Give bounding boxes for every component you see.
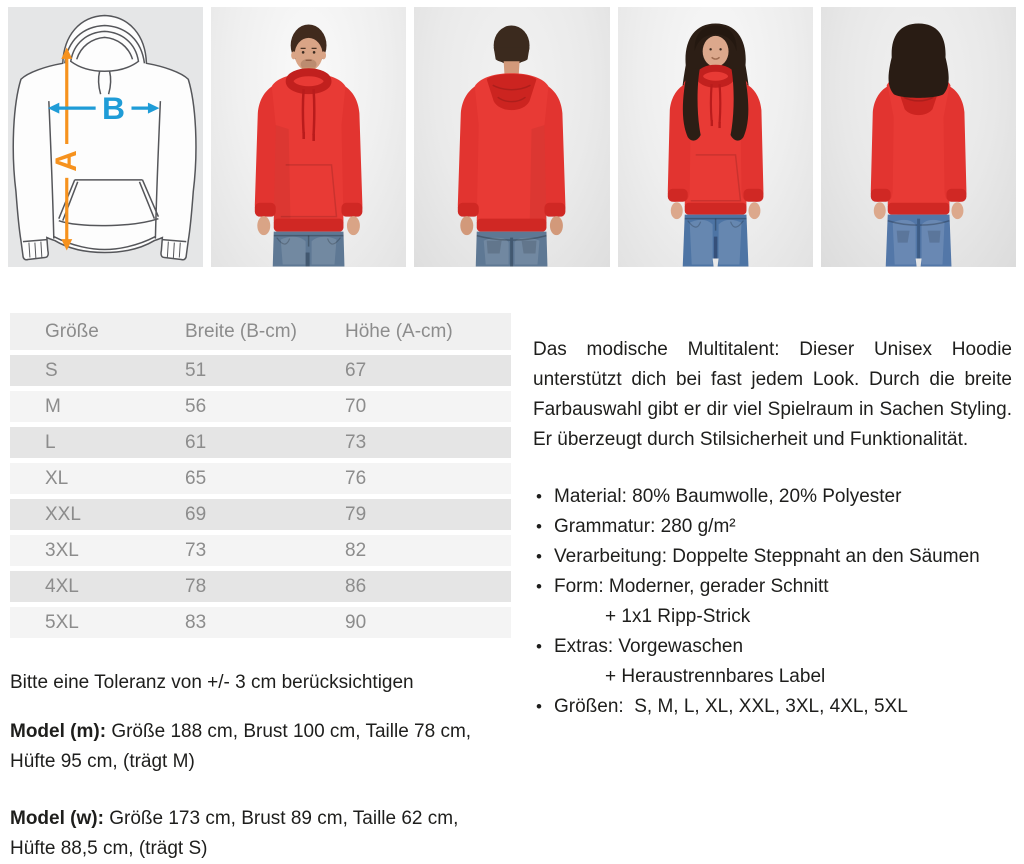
cell-breite: 83: [185, 611, 207, 633]
width-label-b: B: [102, 90, 126, 127]
cell-size: S: [45, 359, 58, 381]
column-header-groesse: Größe: [45, 320, 99, 342]
cell-breite: 56: [185, 395, 207, 417]
column-header-breite: Breite (B-cm): [185, 320, 297, 342]
feature-form-sub: + 1x1 Ripp-Strick: [605, 606, 751, 627]
size-table: [10, 313, 511, 638]
male-model-back-figure: [414, 7, 609, 267]
table-row-l: [10, 427, 511, 458]
cell-hoehe: 82: [345, 539, 367, 561]
model-m-text: Größe 188 cm, Brust 100 cm, Taille 78 cm, Hüfte 95 cm, (trägt M): [10, 721, 472, 772]
size-diagram: [8, 7, 203, 267]
cell-breite: 61: [185, 431, 207, 453]
photo-row: [8, 7, 1016, 267]
model-w-text: Größe 173 cm, Brust 89 cm, Taille 62 cm, Hüfte 88,5 cm, (trägt S): [10, 808, 459, 859]
feature-list: [533, 482, 1012, 722]
cell-size: 3XL: [45, 539, 79, 561]
table-row-s: [10, 355, 511, 386]
product-description: [533, 316, 1012, 722]
cell-hoehe: 90: [345, 611, 367, 633]
model-m-note: [10, 717, 504, 777]
feature-material: • Material: 80% Baumwolle, 20% Polyester: [533, 482, 1012, 512]
photo-female-model-front: [618, 7, 813, 267]
female-model-back-figure: [821, 7, 1016, 267]
cell-breite: 51: [185, 359, 207, 381]
tolerance-note: Bitte eine Toleranz von +/- 3 cm berücksichtigen: [10, 672, 414, 693]
table-row-5xl: [10, 607, 511, 638]
model-w-label: Model (w):: [10, 808, 104, 829]
photo-female-model-back: [821, 7, 1016, 267]
notes-section: [10, 668, 504, 864]
male-model-front-figure: [211, 7, 406, 267]
cell-breite: 69: [185, 503, 207, 525]
size-table-header: [10, 313, 511, 350]
cell-hoehe: 73: [345, 431, 367, 453]
table-row-xxl: [10, 499, 511, 530]
photo-male-model-front: [211, 7, 406, 267]
height-label-a: A: [50, 150, 84, 172]
cell-size: 5XL: [45, 611, 79, 633]
feature-grammatur: • Grammatur: 280 g/m²: [533, 512, 1012, 542]
cell-size: XL: [45, 467, 69, 489]
feature-extras-sub: + Heraustrennbares Label: [605, 666, 826, 687]
table-row-m: [10, 391, 511, 422]
table-row-3xl: [10, 535, 511, 566]
cell-hoehe: 76: [345, 467, 367, 489]
model-m-label: Model (m):: [10, 721, 107, 742]
feature-verarbeitung: • Verarbeitung: Doppelte Steppnaht an den Säumen: [533, 542, 1012, 572]
cell-breite: 65: [185, 467, 207, 489]
cell-size: XXL: [45, 503, 81, 525]
feature-form: • Form: Moderner, gerader Schnitt: [533, 572, 1012, 602]
size-diagram-svg: [8, 7, 203, 267]
cell-hoehe: 70: [345, 395, 367, 417]
cell-breite: 78: [185, 575, 207, 597]
column-header-hoehe: Höhe (A-cm): [345, 320, 453, 342]
table-row-xl: [10, 463, 511, 494]
description-intro: Das modische Multitalent: Dieser Unisex Hoodie unterstützt dich bei fast jedem Look. Durch die breite Farbauswahl gibt er dir viel Spielraum in Sachen Styling. Er überzeugt durch Stilsicherheit und Funktionalität.: [533, 339, 1012, 450]
cell-size: M: [45, 395, 61, 417]
cell-size: L: [45, 431, 56, 453]
hoodie-outline-drawing: [13, 15, 196, 259]
feature-groessen: • Größen: S, M, L, XL, XXL, 3XL, 4XL, 5XL: [533, 692, 1012, 722]
model-w-note: [10, 804, 504, 864]
cell-size: 4XL: [45, 575, 79, 597]
cell-breite: 73: [185, 539, 207, 561]
photo-male-model-back: [414, 7, 609, 267]
cell-hoehe: 86: [345, 575, 367, 597]
cell-hoehe: 79: [345, 503, 367, 525]
feature-extras: • Extras: Vorgewaschen: [533, 632, 1012, 662]
female-model-front-figure: [618, 7, 813, 267]
table-row-4xl: [10, 571, 511, 602]
cell-hoehe: 67: [345, 359, 367, 381]
